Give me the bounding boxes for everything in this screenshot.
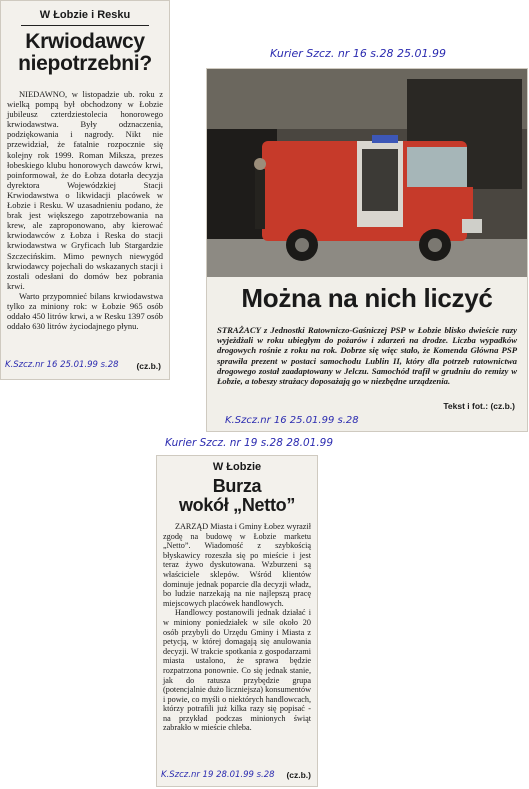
photo-credit: Tekst i fot.: (cz.b.)	[443, 401, 515, 411]
author-signature: (cz.b.)	[136, 361, 161, 371]
handwritten-source-note: Kurier Szcz. nr 19 s.28 28.01.99	[165, 437, 334, 449]
kicker-rule	[21, 25, 149, 26]
fire-truck-photo	[207, 69, 527, 277]
article-headline	[1, 31, 169, 75]
photo-caption: STRAŻACY z Jednostki Ratowniczo-Gaśniczej PSP w Łobzie blisko dwieście razy wyjeżdżali w roku ubiegłym do pożarów i zdarzeń na drodze. Liczba wypadków drogowych rośnie z roku na rok. Dobrze się więc stało, że Komenda Główna PSP sprawiła prezent w postaci samochodu Lublin II, który dla potrzeb ratownictwa drogowego został zaadaptowany w Jelczu. Samochód trafił w grudniu do remizy w Łobzie, a tobeszy strażacy doposażają go w niezbędne urządzenia.	[217, 325, 517, 387]
headline-line-1: Burza	[212, 476, 262, 496]
article-krwiodawcy	[0, 0, 170, 380]
article-kicker: W Łobzie	[212, 461, 262, 473]
paragraph-1: ZARZĄD Miasta i Gminy Łobez wyraził zgodę na budowę w Łobzie marketu „Netto”. Wiadomość z szybkością błyskawicy rozeszła się po mieście i jest teraz żywo dyskutowana. Wzburzeni są właściciele sklepów. Wśród klientów dominuje jednak poparcie dla decyzji władz, bo ludzie narzekają na nie najlepszą pracę miejscowych placówek handlowych.	[163, 522, 311, 608]
article-kicker: W Łobzie i Resku	[39, 9, 131, 21]
paragraph-2: Warto przypomnieć bilans krwiodawstwa tylko za miniony rok: w Łobzie 965 osób oddało 450 litrów krwi, a w Resku 1397 osób oddało 630 litrów życiodajnego płynu.	[7, 290, 163, 332]
article-headline: Można na nich liczyć	[241, 283, 493, 313]
paragraph-2: Handlowcy postanowili jednak działać i w miniony poniedziałek w sile około 20 osób przybyli do Urzędu Gminy i Miasta z petycją, w której domagają się anulowania decyzji. W trakcie spotkania z gospodarzami miasta ustalono, że sprawa będzie rozpatrzona ponownie. Co się jednak stanie, jak do ratusza przybędzie grupa (potencjalnie dużo liczniejsza) konsumentów i powie, co myśli o niektórych handlowcach, którzy potrafili już kilka razy się popisać - na przykład podczas minionych świąt zabrakło w mieście chleba.	[163, 608, 312, 733]
fire-truck-photo-image	[207, 69, 527, 277]
article-body	[7, 89, 163, 331]
handwritten-note: K.Szcz.nr 16 25.01.99 s.28	[5, 360, 119, 370]
headline-line-2: wokół „Netto”	[178, 494, 296, 515]
handwritten-source-note: Kurier Szcz. nr 16 s.28 25.01.99	[270, 47, 447, 60]
handwritten-note: K.Szcz.nr 16 25.01.99 s.28	[225, 415, 359, 426]
paragraph-1: NIEDAWNO, w listopadzie ub. roku z wielką pompą był obchodzony w Łobzie jubileusz czterdziestolecia honorowego krwiodawstwa. Były odznaczenia, podziękowania i nagrody. Nikt nie przewidział, że fatalnie rozpocznie się kolejny rok 1999. Roman Miksza, prezes łobeskiego klubu honorowych dawców krwi, poinformował, że do Łobza dotarła decyzja dyrektora Wojewódzkiej Stacji Krwiodawstwa o likwidacji placówek w Łobzie i Resku. W uzasadnieniu podano, że brak jest większego zapotrzebowania na krew, ale zaproponowano, aby kierować krwiodawców z Łobza i Reska do stacji krwiodawstwa w Gryficach lub Stargardzie Szczecińskim. Mimo pewnych niewygód krwiodawcy pojechali do wskazanych stacji i zostali odesłani do domów bez pobrania krwi.	[7, 89, 163, 291]
headline-line-2: niepotrzebni?	[18, 52, 152, 76]
article-body	[163, 522, 311, 733]
article-burza-wokol-netto	[156, 455, 318, 787]
handwritten-note: K.Szcz.nr 19 28.01.99 s.28	[161, 770, 275, 780]
article-mozna-na-nich-liczyc	[206, 68, 528, 432]
author-signature: (cz.b.)	[286, 770, 311, 780]
article-headline	[157, 477, 317, 515]
headline-line-1: Krwiodawcy	[25, 30, 145, 53]
